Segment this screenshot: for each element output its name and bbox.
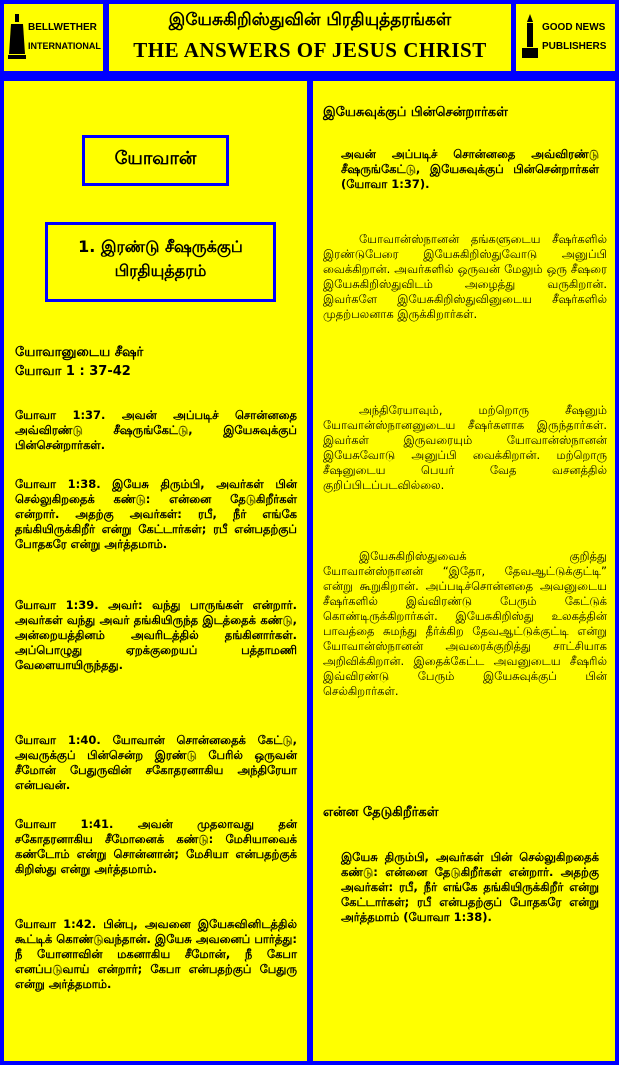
book-name: யோவான் <box>114 148 197 169</box>
right-column <box>313 81 615 1061</box>
book-name-box <box>82 135 229 186</box>
section-heading-seeking: என்ன தேடுகிறீர்கள் <box>323 805 439 820</box>
subject-line2: யோவா 1 : 37-42 <box>15 364 131 379</box>
title-english: THE ANSWERS OF JESUS CHRIST <box>133 38 487 62</box>
good-news-logo <box>516 4 615 71</box>
lamp-icon <box>521 14 539 60</box>
verse-1-38: யோவா 1:38. இயேசு திரும்பி, அவர்கள் பின் செல்லுகிறதைக் கண்டு: என்னை தேடுகிறீர்கள் என்றார். அதற்கு அவர்கள்: ரபீ, நீர் எங்கே தங்கியிருக்கிறீர் என்று கேட்டார்கள்; ரபீ என்பதற்குப் போதகரே என்று அர்த்தமாம். <box>15 477 297 551</box>
title-box <box>109 4 511 71</box>
bellwether-logo-line2: INTERNATIONAL <box>28 41 101 51</box>
commentary-para-3: இயேசுகிறிஸ்துவைக் குறித்து யோவான்ஸ்நானன் “இதோ, தேவஆட்டுக்குட்டி” என்று கூறுகிறான். அப்படிச்சொன்னதை அவனுடைய சீஷர்களில் இவ்விரண்டு பேரும் கேட்டுக் கொண்டிருக்கிறார்கள். இயேசுகிறிஸ்து உலகத்தின் பாவத்தை சுமந்து தீர்க்கிற தேவஆட்டுக்குட்டி என்று யோவான்ஸ்நானன் அவரைக்குறித்து சாட்சியாக அறிவிக்கிறான். இதைக்கேட்ட அவனுடைய சீஷரில் இவ்விரண்டு பேரும் இயேசுவுக்குப் பின் செல்கிறார்கள். <box>323 549 607 698</box>
verse-1-39: யோவா 1:39. அவர்: வந்து பாருங்கள் என்றார். அவர்கள் வந்து அவர் தங்கியிருந்த இடத்தைக் கண்டு, அன்றையத்தினம் அவரிடத்தில் தங்கினார்கள். அப்பொழுது ஏறக்குறையப் பத்தாமணி வேளையாயிருந்தது. <box>15 598 297 672</box>
commentary-para-1: யோவான்ஸ்நானன் தங்களுடைய சீஷர்களில் இரண்டுபேரை இயேசுகிறிஸ்துவோடு அனுப்பி வைக்கிறான். அவர்களில் ஒருவன் மேலும் ஒரு சீஷரை இயேசுகிறிஸ்துவிடம் அழைத்து வருகிறான். இவர்களே இயேசுகிறிஸ்துவினுடைய சீஷர்களில் முதற்பலனாக இருக்கிறார்கள். <box>323 232 607 321</box>
bellwether-logo <box>4 4 103 71</box>
chapter-title: 1. இரண்டு சீஷருக்குப் பிரதியுத்தரம் <box>78 237 243 280</box>
good-news-logo-line1: GOOD NEWS <box>542 22 606 33</box>
title-tamil: இயேசுகிறிஸ்துவின் பிரதியுத்தரங்கள் <box>168 10 452 30</box>
quote-john-1-37: அவன் அப்படிச் சொன்னதை அவ்விரண்டு சீஷருங்கேட்டு, இயேசுவுக்குப் பின்சென்றார்கள் (யோவா 1:37). <box>341 147 599 191</box>
verse-1-42: யோவா 1:42. பின்பு, அவனை இயேசுவினிடத்தில் கூட்டிக் கொண்டுவந்தான். இயேசு அவனைப் பார்த்து: நீ யோனாவின் மகனாகிய சீமோன், நீ கேபா எனப்படுவாய் என்றார்; கேபா என்பதற்குப் பேதுரு என்று அர்த்தமாம். <box>15 917 297 991</box>
verse-1-37: யோவா 1:37. அவன் அப்படிச் சொன்னதை அவ்விரண்டு சீஷருங்கேட்டு, இயேசுவுக்குப் பின்சென்றார்கள். <box>15 408 297 452</box>
header-bar <box>0 0 619 77</box>
bell-icon <box>8 14 26 60</box>
good-news-logo-line2: PUBLISHERS <box>542 41 607 52</box>
chapter-title-box <box>45 222 276 302</box>
section-heading-followed: இயேசுவுக்குப் பின்சென்றார்கள் <box>323 105 508 120</box>
bellwether-logo-line1: BELLWETHER <box>28 22 97 33</box>
quote-john-1-38: இயேசு திரும்பி, அவர்கள் பின் செல்லுகிறதைக் கண்டு: என்னை தேடுகிறீர்கள் என்றார். அதற்கு அவர்கள்: ரபீ, நீர் எங்கே தங்கியிருக்கிறீர் என்று கேட்டார்கள்; ரபீ என்பதற்குப் போதகரே என்று அர்த்தமாம் (யோவா 1:38). <box>341 850 599 924</box>
verse-1-40: யோவா 1:40. யோவான் சொன்னதைக் கேட்டு, அவருக்குப் பின்சென்ற இரண்டு பேரில் ஒருவன் சீமோன் பேதுருவின் சகோதரனாகிய அந்திரேயா என்பவன். <box>15 733 297 792</box>
verse-1-41: யோவா 1:41. அவன் முதலாவது தன் சகோதரனாகிய சீமோனைக் கண்டு: மேசியாவைக் கண்டோம் என்று சொன்னான்; மேசியா என்பதற்குக் கிறிஸ்து என்று அர்த்தமாம். <box>15 817 297 876</box>
commentary-para-2: அந்திரேயாவும், மற்றொரு சீஷனும் யோவான்ஸ்நானனுடைய சீஷர்களாக இருந்தார்கள். இவர்கள் இருவரையும் யோவான்ஸ்நானன் இயேசுவோடு அனுப்பி வைக்கிறான். மற்றொரு சீஷனுடைய பெயர் வேத வசனத்தில் குறிப்பிடப்படவில்லை. <box>323 403 607 492</box>
left-column <box>4 81 307 1061</box>
subject-line1: யோவானுடைய சீஷர் <box>15 345 144 360</box>
